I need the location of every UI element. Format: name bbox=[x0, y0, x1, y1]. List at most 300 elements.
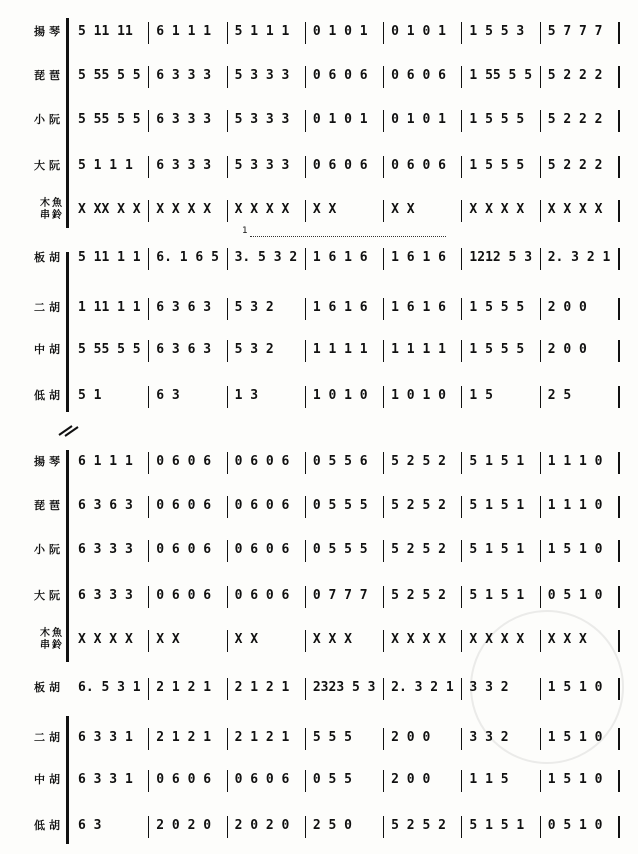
instrument-label: 大阮 bbox=[34, 589, 64, 602]
measure: 0 6 0 6 bbox=[156, 498, 212, 513]
measure: 1212 5 3 bbox=[469, 250, 533, 265]
barline bbox=[618, 200, 620, 222]
barline bbox=[461, 586, 462, 608]
staff-line bbox=[72, 196, 620, 224]
measure: 2 1 2 1 bbox=[234, 730, 290, 745]
barline bbox=[540, 66, 541, 88]
measure: X X X X bbox=[391, 632, 446, 647]
instrument-row bbox=[0, 294, 638, 322]
barline bbox=[148, 770, 149, 792]
barline bbox=[227, 728, 228, 750]
measure: 5 1 1 1 bbox=[78, 158, 133, 173]
barline bbox=[305, 816, 306, 838]
barline bbox=[383, 22, 384, 44]
measure: 2 5 0 bbox=[312, 818, 352, 833]
dotted-extension-line bbox=[250, 236, 446, 237]
instrument-label: 揚琴 bbox=[34, 25, 64, 38]
instrument-row bbox=[0, 106, 638, 134]
barline bbox=[461, 66, 462, 88]
measure: 5 1 5 1 bbox=[469, 498, 525, 513]
barline bbox=[305, 156, 306, 178]
measure: 1 6 1 6 bbox=[312, 250, 368, 265]
barline bbox=[383, 66, 384, 88]
staff-line bbox=[72, 336, 620, 364]
staff-line bbox=[72, 18, 620, 46]
barline bbox=[148, 156, 149, 178]
measure: 1 5 5 5 bbox=[469, 112, 525, 127]
barline bbox=[383, 110, 384, 132]
measure: 2 0 0 bbox=[391, 772, 431, 787]
measure: 5 2 5 2 bbox=[391, 454, 446, 469]
system-2-bracket bbox=[66, 450, 69, 618]
measure: 5 3 2 bbox=[234, 342, 274, 357]
instrument-row bbox=[0, 336, 638, 364]
measure: 0 6 0 6 bbox=[312, 158, 368, 173]
staff-line bbox=[72, 448, 620, 476]
barline bbox=[461, 248, 462, 270]
barline bbox=[227, 586, 228, 608]
instrument-row bbox=[0, 536, 638, 564]
instrument-label: 低胡 bbox=[34, 819, 64, 832]
barline bbox=[461, 200, 462, 222]
instrument-row bbox=[0, 196, 638, 224]
barline bbox=[148, 678, 149, 700]
barline bbox=[148, 298, 149, 320]
measure: 5 7 7 7 bbox=[547, 24, 603, 39]
barline bbox=[227, 298, 228, 320]
barline bbox=[461, 630, 462, 652]
instrument-label: 大阮 bbox=[34, 159, 64, 172]
measure: 1 1 1 0 bbox=[547, 454, 603, 469]
barline bbox=[227, 248, 228, 270]
barline bbox=[148, 540, 149, 562]
barline bbox=[540, 452, 541, 474]
barline bbox=[148, 728, 149, 750]
measure: 5 2 5 2 bbox=[391, 588, 446, 603]
measure: 1 5 1 0 bbox=[547, 680, 603, 695]
barline bbox=[305, 586, 306, 608]
measure: 2 0 2 0 bbox=[234, 818, 290, 833]
barline bbox=[618, 630, 620, 652]
measure: 1 0 1 0 bbox=[312, 388, 368, 403]
barline bbox=[461, 452, 462, 474]
barline bbox=[227, 200, 228, 222]
instrument-label: 木魚 串鈴 bbox=[40, 198, 64, 221]
barline bbox=[383, 630, 384, 652]
instrument-row bbox=[0, 812, 638, 840]
measure: 0 6 0 6 bbox=[156, 588, 212, 603]
instrument-label: 木魚 串鈴 bbox=[40, 628, 64, 651]
measure: X X X X bbox=[547, 202, 603, 217]
barline bbox=[540, 816, 541, 838]
measure: 6 3 3 1 bbox=[78, 730, 133, 745]
measure: 1 5 1 0 bbox=[547, 730, 603, 745]
measure: 2. 3 2 1 bbox=[391, 680, 454, 695]
barline bbox=[383, 200, 384, 222]
instrument-label: 二胡 bbox=[34, 731, 64, 744]
measure: 1 5 5 5 bbox=[469, 342, 525, 357]
instrument-label: 低胡 bbox=[34, 389, 64, 402]
measure: 2 0 0 bbox=[391, 730, 431, 745]
barline bbox=[618, 770, 620, 792]
measure: 1 55 5 5 bbox=[469, 68, 533, 83]
measure: 5 3 2 bbox=[234, 300, 274, 315]
measure: 5 2 2 2 bbox=[547, 112, 603, 127]
measure: 3 3 2 bbox=[469, 680, 509, 695]
barline bbox=[148, 110, 149, 132]
barline bbox=[540, 156, 541, 178]
staff-line bbox=[72, 492, 620, 520]
barline bbox=[227, 66, 228, 88]
barline bbox=[540, 110, 541, 132]
staff-line bbox=[72, 62, 620, 90]
measure: 5 2 2 2 bbox=[547, 158, 603, 173]
measure: 5 1 bbox=[78, 388, 102, 403]
barline bbox=[618, 298, 620, 320]
measure: 0 5 5 6 bbox=[312, 454, 368, 469]
barline bbox=[227, 452, 228, 474]
phrase-marker: 1 bbox=[242, 226, 248, 236]
measure: 1 3 bbox=[234, 388, 259, 403]
instrument-row bbox=[0, 62, 638, 90]
barline bbox=[618, 452, 620, 474]
staff-line bbox=[72, 626, 620, 654]
measure: 5 2 2 2 bbox=[547, 68, 603, 83]
measure: 2 1 2 1 bbox=[156, 730, 212, 745]
measure: 6 3 6 3 bbox=[78, 498, 133, 513]
barline bbox=[540, 586, 541, 608]
measure: 6 3 bbox=[78, 818, 102, 833]
measure: X X X bbox=[312, 632, 352, 647]
barline bbox=[305, 248, 306, 270]
measure: 0 5 1 0 bbox=[547, 818, 603, 833]
barline bbox=[540, 678, 541, 700]
instrument-label: 中胡 bbox=[34, 773, 64, 786]
measure: 0 6 0 6 bbox=[234, 454, 290, 469]
staff-line bbox=[72, 536, 620, 564]
instrument-row bbox=[0, 244, 638, 272]
measure: 0 1 0 1 bbox=[312, 112, 368, 127]
barline bbox=[618, 586, 620, 608]
measure: 0 5 5 bbox=[312, 772, 352, 787]
barline bbox=[461, 728, 462, 750]
barline bbox=[618, 248, 620, 270]
measure: 0 6 0 6 bbox=[391, 158, 446, 173]
barline bbox=[305, 496, 306, 518]
measure: 1 11 1 1 bbox=[78, 300, 141, 315]
measure: 0 6 0 6 bbox=[234, 498, 290, 513]
barline bbox=[227, 496, 228, 518]
measure: 1 0 1 0 bbox=[391, 388, 446, 403]
barline bbox=[227, 386, 228, 408]
measure: 2. 3 2 1 bbox=[547, 250, 611, 265]
instrument-row bbox=[0, 18, 638, 46]
measure: 6 3 6 3 bbox=[156, 300, 212, 315]
barline bbox=[461, 678, 462, 700]
measure: 1 6 1 6 bbox=[391, 250, 446, 265]
measure: X XX X X bbox=[78, 202, 141, 217]
measure: 1 1 1 0 bbox=[547, 498, 603, 513]
instrument-label: 小阮 bbox=[34, 113, 64, 126]
measure: 1 1 1 1 bbox=[391, 342, 446, 357]
barline bbox=[461, 540, 462, 562]
barline bbox=[618, 156, 620, 178]
measure: 5 55 5 5 bbox=[78, 342, 141, 357]
measure: X X X X bbox=[469, 202, 525, 217]
barline bbox=[383, 678, 384, 700]
barline bbox=[618, 110, 620, 132]
system-1-bracket bbox=[66, 18, 69, 186]
measure: 0 6 0 6 bbox=[312, 68, 368, 83]
instrument-row bbox=[0, 766, 638, 794]
barline bbox=[383, 156, 384, 178]
measure: 1 6 1 6 bbox=[312, 300, 368, 315]
measure: 6 3 3 1 bbox=[78, 772, 133, 787]
staff-line bbox=[72, 294, 620, 322]
barline bbox=[618, 386, 620, 408]
staff-line bbox=[72, 106, 620, 134]
measure: 3. 5 3 2 bbox=[234, 250, 298, 265]
staff-line bbox=[72, 244, 620, 272]
barline bbox=[461, 156, 462, 178]
measure: 5 55 5 5 bbox=[78, 112, 141, 127]
barline bbox=[383, 770, 384, 792]
system-2-bracket-percussion bbox=[66, 618, 69, 662]
measure: X X bbox=[312, 202, 337, 217]
barline bbox=[540, 728, 541, 750]
measure: 0 6 0 6 bbox=[156, 542, 212, 557]
barline bbox=[618, 540, 620, 562]
measure: 0 6 0 6 bbox=[234, 542, 290, 557]
staff-line bbox=[72, 674, 620, 702]
staff-line bbox=[72, 766, 620, 794]
measure: 5 11 11 bbox=[78, 24, 133, 39]
system-1-bracket-percussion bbox=[66, 184, 69, 228]
barline bbox=[227, 340, 228, 362]
measure: 5 55 5 5 bbox=[78, 68, 141, 83]
system-2-bracket-strings bbox=[66, 716, 69, 844]
barline bbox=[618, 678, 620, 700]
barline bbox=[540, 496, 541, 518]
barline bbox=[540, 248, 541, 270]
measure: 6 3 3 3 bbox=[78, 588, 133, 603]
instrument-row bbox=[0, 152, 638, 180]
barline bbox=[148, 816, 149, 838]
barline bbox=[148, 248, 149, 270]
barline bbox=[461, 110, 462, 132]
instrument-label: 小阮 bbox=[34, 543, 64, 556]
barline bbox=[305, 340, 306, 362]
barline bbox=[383, 540, 384, 562]
measure: 0 1 0 1 bbox=[391, 24, 446, 39]
measure: 5 2 5 2 bbox=[391, 818, 446, 833]
instrument-label: 板胡 bbox=[34, 251, 64, 264]
barline bbox=[148, 630, 149, 652]
measure: 1 5 1 0 bbox=[547, 772, 603, 787]
measure: 2 5 bbox=[547, 388, 572, 403]
barline bbox=[461, 298, 462, 320]
measure: 5 1 1 1 bbox=[234, 24, 290, 39]
measure: 6 1 1 1 bbox=[78, 454, 133, 469]
measure: 1 5 5 5 bbox=[469, 158, 525, 173]
measure: 6. 1 6 5 bbox=[156, 250, 219, 265]
barline bbox=[227, 770, 228, 792]
measure: 0 7 7 7 bbox=[312, 588, 368, 603]
measure: 2 0 2 0 bbox=[156, 818, 212, 833]
measure: X X X bbox=[547, 632, 587, 647]
barline bbox=[305, 22, 306, 44]
measure: X X bbox=[391, 202, 415, 217]
barline bbox=[461, 386, 462, 408]
measure: 0 6 0 6 bbox=[234, 588, 290, 603]
barline bbox=[305, 630, 306, 652]
barline bbox=[618, 340, 620, 362]
barline bbox=[305, 386, 306, 408]
measure: X X X X bbox=[234, 202, 290, 217]
measure: 2 1 2 1 bbox=[156, 680, 212, 695]
barline bbox=[305, 728, 306, 750]
barline bbox=[540, 540, 541, 562]
measure: 0 6 0 6 bbox=[156, 772, 212, 787]
barline bbox=[461, 816, 462, 838]
barline bbox=[227, 156, 228, 178]
barline bbox=[305, 770, 306, 792]
barline bbox=[540, 200, 541, 222]
barline bbox=[148, 340, 149, 362]
measure: 5 3 3 3 bbox=[234, 112, 290, 127]
barline bbox=[618, 816, 620, 838]
barline bbox=[305, 66, 306, 88]
measure: 0 5 5 5 bbox=[312, 542, 368, 557]
barline bbox=[383, 496, 384, 518]
instrument-label: 琵琶 bbox=[34, 69, 64, 82]
barline bbox=[383, 586, 384, 608]
barline bbox=[461, 22, 462, 44]
barline bbox=[227, 678, 228, 700]
measure: 5 11 1 1 bbox=[78, 250, 141, 265]
barline bbox=[461, 770, 462, 792]
barline bbox=[383, 728, 384, 750]
instrument-label: 揚琴 bbox=[34, 455, 64, 468]
measure: 2 0 0 bbox=[547, 300, 587, 315]
staff-line bbox=[72, 152, 620, 180]
measure: 2 0 0 bbox=[547, 342, 587, 357]
measure: 5 2 5 2 bbox=[391, 542, 446, 557]
measure: 6 3 3 3 bbox=[156, 158, 212, 173]
staff-line bbox=[72, 382, 620, 410]
barline bbox=[540, 386, 541, 408]
barline bbox=[305, 540, 306, 562]
staff-line bbox=[72, 812, 620, 840]
barline bbox=[540, 298, 541, 320]
measure: 0 1 0 1 bbox=[312, 24, 368, 39]
measure: 5 3 3 3 bbox=[234, 68, 290, 83]
measure: 6 1 1 1 bbox=[156, 24, 212, 39]
measure: 3 3 2 bbox=[469, 730, 509, 745]
barline bbox=[618, 496, 620, 518]
instrument-label: 二胡 bbox=[34, 301, 64, 314]
measure: 6 3 3 3 bbox=[78, 542, 133, 557]
barline bbox=[461, 496, 462, 518]
barline bbox=[305, 200, 306, 222]
instrument-label: 中胡 bbox=[34, 343, 64, 356]
measure: 5 1 5 1 bbox=[469, 454, 525, 469]
measure: 0 6 0 6 bbox=[156, 454, 212, 469]
staff-line bbox=[72, 582, 620, 610]
section-break-icon bbox=[58, 425, 80, 437]
measure: X X X X bbox=[156, 202, 212, 217]
barline bbox=[305, 110, 306, 132]
measure: 0 6 0 6 bbox=[391, 68, 446, 83]
barline bbox=[540, 22, 541, 44]
measure: 2 1 2 1 bbox=[234, 680, 290, 695]
measure: 5 5 5 bbox=[312, 730, 352, 745]
barline bbox=[618, 66, 620, 88]
barline bbox=[618, 22, 620, 44]
barline bbox=[383, 248, 384, 270]
barline bbox=[383, 816, 384, 838]
measure: 0 5 1 0 bbox=[547, 588, 603, 603]
instrument-row bbox=[0, 382, 638, 410]
barline bbox=[305, 678, 306, 700]
measure: X X X X bbox=[78, 632, 133, 647]
barline bbox=[305, 298, 306, 320]
barline bbox=[540, 340, 541, 362]
instrument-row bbox=[0, 448, 638, 476]
instrument-row bbox=[0, 626, 638, 654]
measure: 0 1 0 1 bbox=[391, 112, 446, 127]
barline bbox=[148, 66, 149, 88]
barline bbox=[148, 496, 149, 518]
instrument-row bbox=[0, 492, 638, 520]
measure: 0 6 0 6 bbox=[234, 772, 290, 787]
barline bbox=[383, 340, 384, 362]
measure: 5 1 5 1 bbox=[469, 818, 525, 833]
instrument-label: 琵琶 bbox=[34, 499, 64, 512]
barline bbox=[383, 452, 384, 474]
measure: 1 5 5 5 bbox=[469, 300, 525, 315]
barline bbox=[148, 452, 149, 474]
barline bbox=[148, 22, 149, 44]
measure: 1 1 1 1 bbox=[312, 342, 368, 357]
measure: 6. 5 3 1 bbox=[78, 680, 141, 695]
barline bbox=[227, 110, 228, 132]
measure: 1 1 5 bbox=[469, 772, 509, 787]
measure: X X X X bbox=[469, 632, 525, 647]
measure: X X bbox=[234, 632, 259, 647]
instrument-row bbox=[0, 582, 638, 610]
measure: 6 3 3 3 bbox=[156, 68, 212, 83]
barline bbox=[540, 630, 541, 652]
measure: 2323 5 3 bbox=[312, 680, 376, 695]
barline bbox=[148, 200, 149, 222]
barline bbox=[305, 452, 306, 474]
barline bbox=[618, 728, 620, 750]
measure: 5 1 5 1 bbox=[469, 542, 525, 557]
measure: 6 3 6 3 bbox=[156, 342, 212, 357]
barline bbox=[540, 770, 541, 792]
measure: 6 3 3 3 bbox=[156, 112, 212, 127]
barline bbox=[227, 630, 228, 652]
barline bbox=[227, 22, 228, 44]
measure: 0 5 5 5 bbox=[312, 498, 368, 513]
barline bbox=[148, 586, 149, 608]
measure: 6 3 bbox=[156, 388, 180, 403]
instrument-row bbox=[0, 724, 638, 752]
barline bbox=[227, 540, 228, 562]
barline bbox=[227, 816, 228, 838]
system-1-bracket-strings bbox=[66, 252, 69, 412]
